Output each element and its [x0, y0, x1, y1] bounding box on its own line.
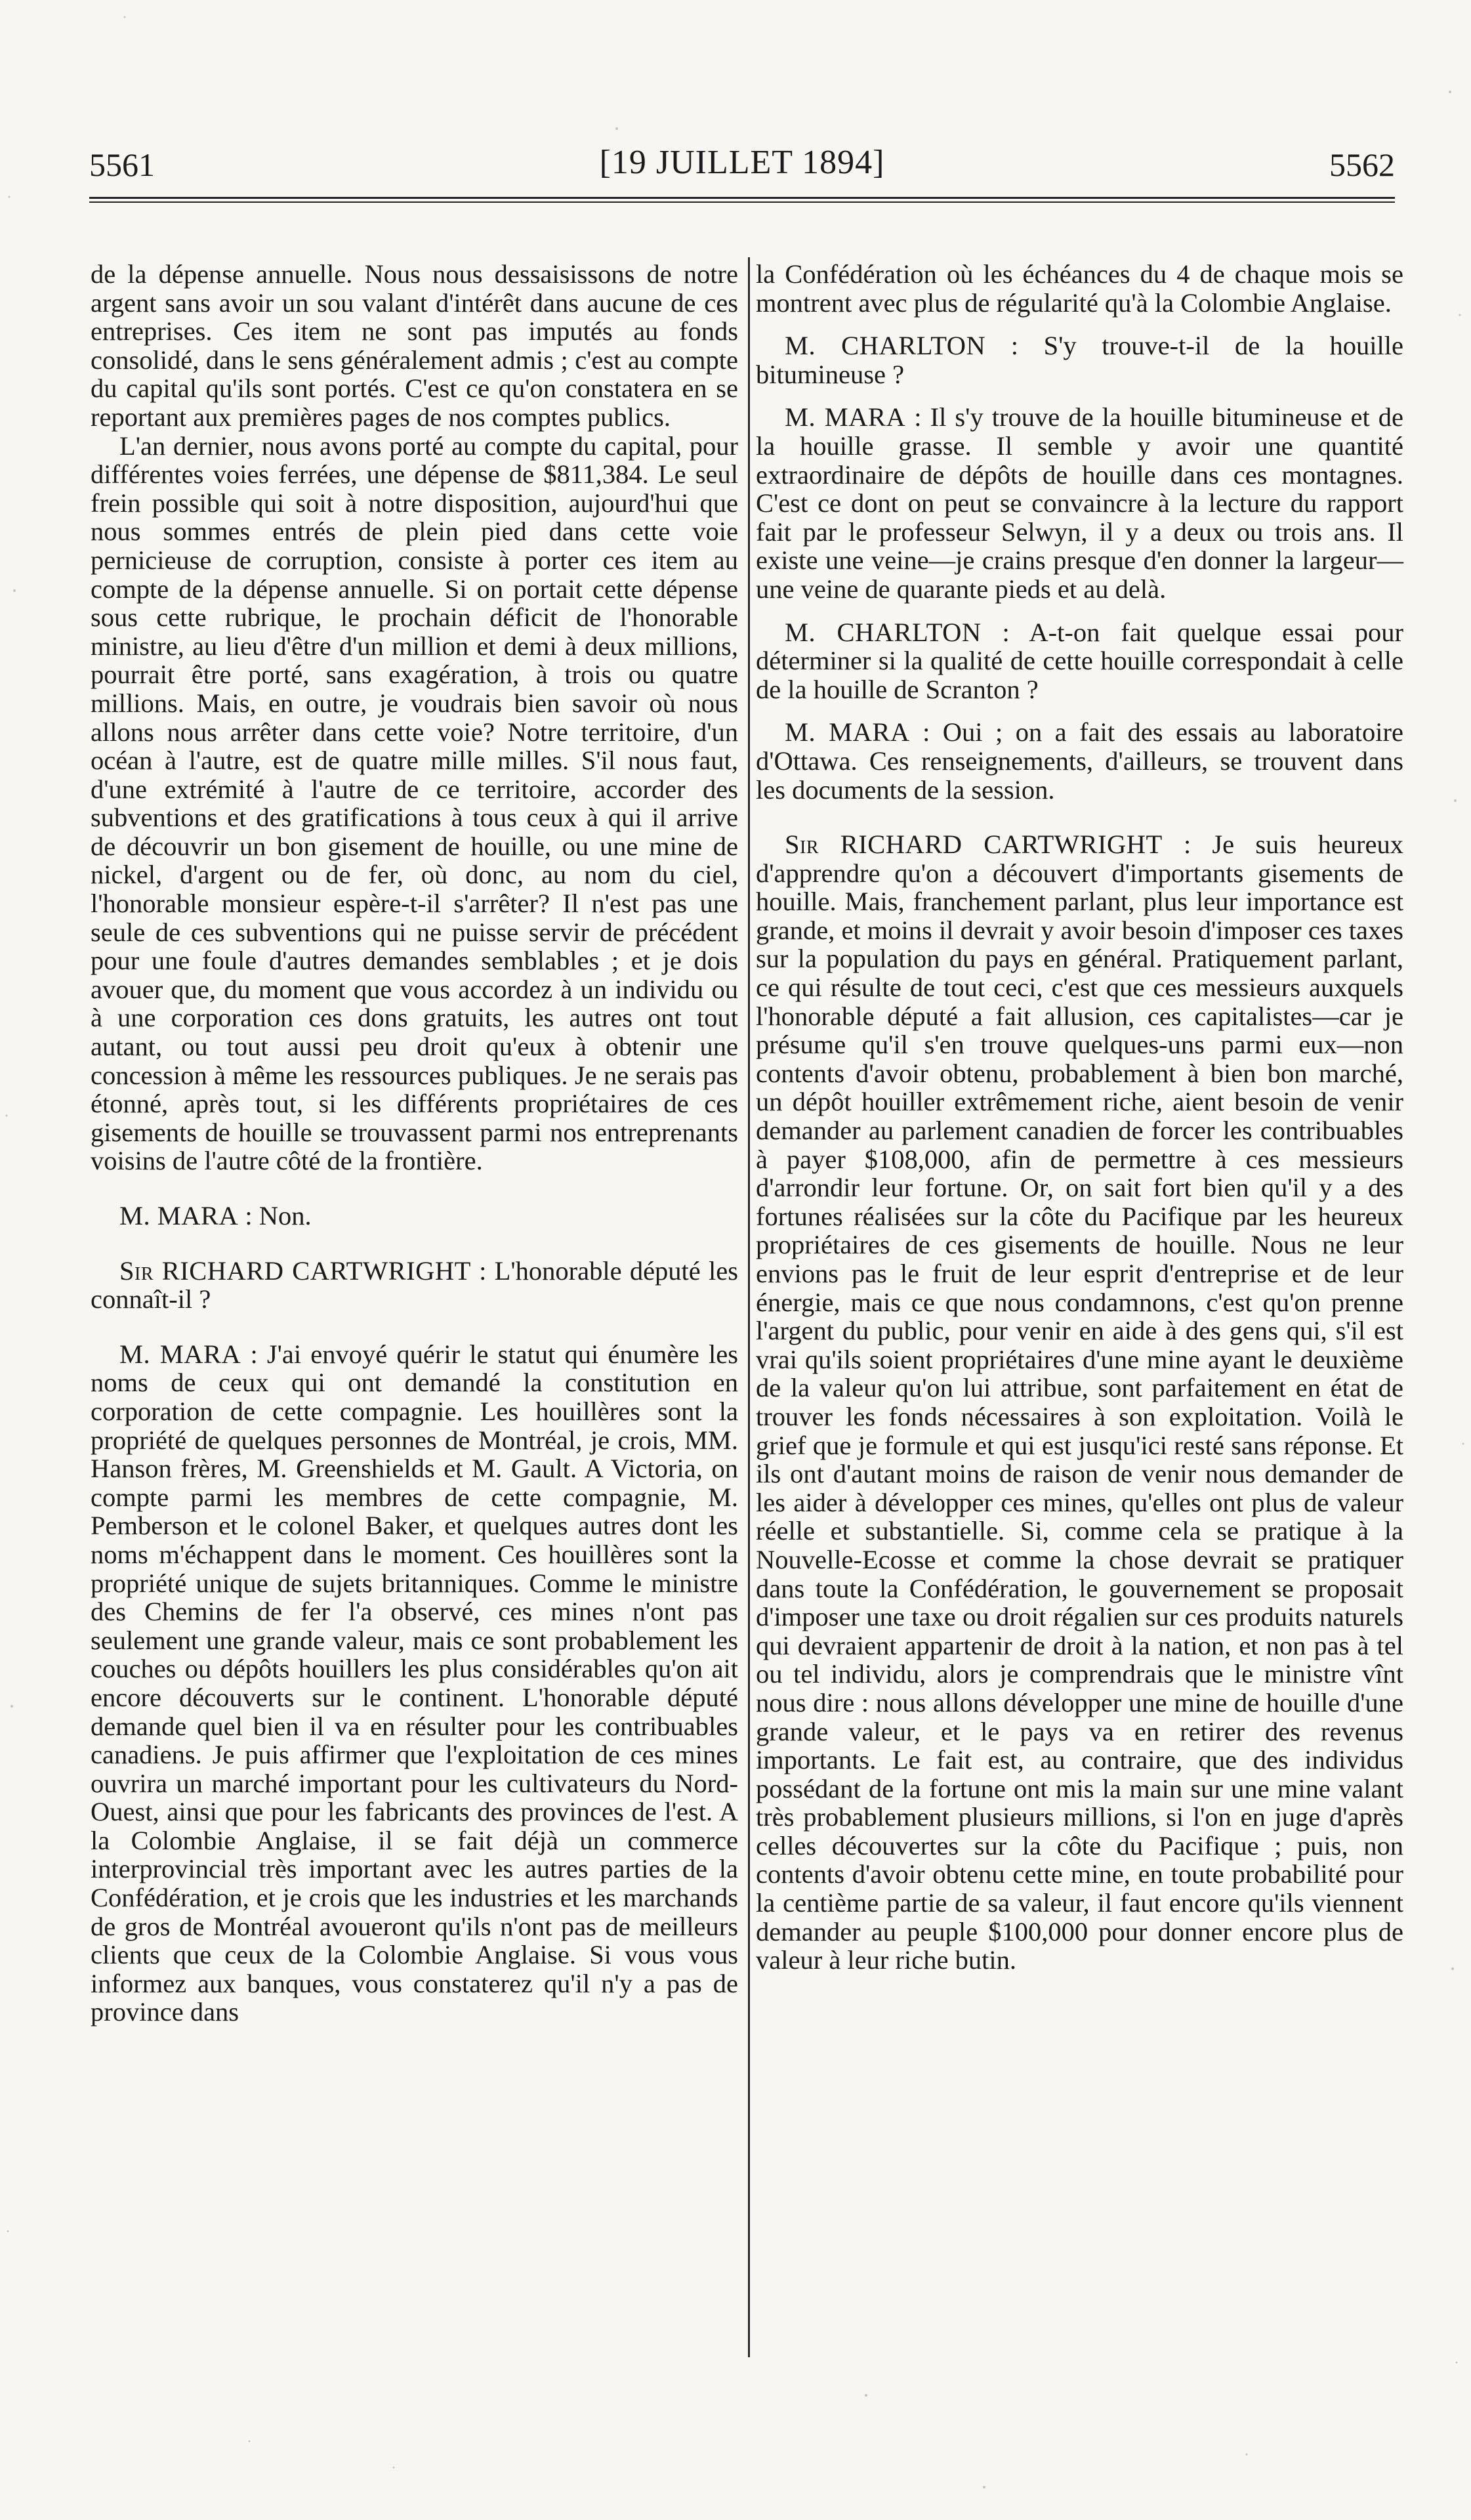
paragraph — [756, 260, 1403, 317]
header-date: [19 JUILLET 1894] — [599, 144, 885, 181]
paragraph-text: : Non. — [238, 1201, 312, 1230]
speaker-name: M. MARA — [119, 1201, 239, 1230]
paragraph-text: : L'honorable député les connaît-il ? — [91, 1255, 739, 1314]
paragraph — [91, 1340, 738, 2026]
column-divider — [748, 257, 750, 2357]
speaker-name: Sir RICHARD CARTWRIGHT — [785, 830, 1163, 860]
speaker-name: M. CHARLTON — [785, 331, 986, 361]
paragraph-text: de la dépense annuelle. Nous nous dessaisissons de notre argent sans avoir un sou valant d'intérêt dans aucune de ces entreprises. Ces item ne sont pas imputés au fonds consolidé, dans le sens généralement admis ; c'est au compte du capital qu'ils sont portés. C'est ce qu'on constatera en se reportant aux premières pages de nos comptes publics. — [91, 259, 738, 432]
paragraph — [756, 718, 1403, 804]
paragraph-text: : A-t-on fait quelque essai pour déterminer si la qualité de cette houille correspondait à celle de la houille de Scranton ? — [756, 617, 1404, 704]
speaker-name: M. CHARLTON — [785, 617, 982, 647]
paragraph-text: : J'ai envoyé quérir le statut qui énumère les noms de ceux qui ont demandé la constitution en corporation de cette compagnie. Les houillères sont la propriété de quelques personnes de Montréal, je crois, MM. Hanson frères, M. Greenshields et M. Gault. A Victoria, on compte parmi les membres de cette compagnie, M. Pemberson et le colonel Baker, et quelques autres dont les noms m'échappent dans le moment. Ces houillères sont la propriété unique de sujets britanniques. Comme le ministre des Chemins de fer l'a observé, ces mines n'ont pas seulement une grande valeur, mais ce sont probablement les couches ou dépôts houillers les plus considérables qu'on ait encore découverts sur le continent. L'honorable député demande quel bien il va en résulter pour les contribuables canadiens. Je puis affirmer que l'exploitation de ces mines ouvrira un marché important pour les cultivateurs du Nord-Ouest, ainsi que pour les fabricants des provinces de l'est. A la Colombie Anglaise, il se fait déjà un commerce interprovincial très important avec les autres parties de la Confédération, et je crois que les industries et les marchands de gros de Montréal avoueront qu'ils n'ont pas de meilleurs clients que ceux de la Colombie Anglaise. Si vous vous informez aux banques, vous constaterez qu'il n'y a pas de province dans — [91, 1339, 738, 2027]
paragraph-text: : Oui ; on a fait des essais au laboratoire d'Ottawa. Ces renseignements, d'ailleurs, se trouvent dans les documents de la session. — [756, 717, 1404, 805]
right-column — [756, 260, 1403, 1975]
paragraph — [756, 618, 1403, 704]
speaker-name: M. MARA — [785, 402, 906, 432]
paragraph — [91, 1257, 738, 1314]
left-column — [91, 260, 738, 2026]
speaker-name: M. MARA — [119, 1339, 241, 1369]
paragraph — [756, 331, 1403, 388]
page-header — [89, 143, 1395, 189]
paragraph-text: : S'y trouve-t-il de la houille bitumineuse ? — [756, 331, 1403, 389]
paragraph — [91, 432, 738, 1175]
speaker-name: Sir RICHARD CARTWRIGHT — [119, 1255, 471, 1286]
paragraph-text: la Confédération où les échéances du 4 de chaque mois se montrent avec plus de régularité qu'à la Colombie Anglaise. — [756, 259, 1403, 318]
paragraph — [756, 403, 1403, 603]
header-rule — [89, 197, 1395, 203]
paragraph — [91, 1202, 738, 1230]
paragraph-text: : Je suis heureux d'apprendre qu'on a découvert d'importants gisements de houille. Mais, franchement parlant, plus leur importance est grande, et moins il devrait y avoir besoin d'imposer ces taxes sur la population du pays en général. Pratiquement parlant, ce qui résulte de tout ceci, c'est que ces messieurs auxquels l'honorable député a fait allusion, ces capitalistes—car je présume qu'il s'en trouve quelques-uns parmi eux—non contents d'avoir obtenu, probablement à bien bon marché, un dépôt houiller extrêmement riche, aient besoin de venir demander au parlement canadien de forcer les contribuables à payer $108,000, afin de permettre à ces messieurs d'arrondir leur fortune. Or, on sait fort bien qu'il y a des fortunes réalisées sur la côte du Pacifique par les heureux propriétaires de ces gisements de houille. Nous ne leur envions pas le fruit de leur esprit d'entreprise et de leur énergie, mais ce que nous condamnons, c'est qu'on prenne l'argent du public, pour venir en aide à des gens qui, s'il est vrai qu'ils soient propriétaires d'une mine ayant le deuxième de la valeur qu'on lui attribue, sont parfaitement en état de trouver les fonds nécessaires à son exploitation. Voilà le grief que je formule et qui est jusqu'ici resté sans réponse. Et ils ont d'autant moins de raison de venir nous demander de les aider à développer ces mines, qu'elles ont plus de valeur réelle et substantielle. Si, comme cela se pratique à la Nouvelle-Ecosse et comme la chose devrait se pratiquer dans toute la Confédération, le gouvernement se proposait d'imposer une taxe ou droit régalien sur ces produits naturels qui devraient appartenir de droit à la nation, et non pas à tel ou tel individu, alors je comprendrais que le ministre vînt nous dire : nous allons développer une mine de houille d'une grande valeur, et le pays va en retirer des revenus importants. Le fait est, au contraire, que des individus possédant de la fortune ont mis la main sur une mine valant très probablement plusieurs millions, si l'on en juge d'après celles découvertes sur la côte du Pacifique ; puis, non contents d'avoir obtenu cette mine, en toute probabilité pour la centième partie de sa valeur, il faut encore qu'ils viennent demander au peuple $100,000 pour donner encore plus de valeur à leur riche butin. — [756, 830, 1404, 1975]
page-number-right: 5562 — [1329, 146, 1395, 183]
speaker-name: M. MARA — [785, 717, 910, 747]
paragraph-text: L'an dernier, nous avons porté au compte du capital, pour différentes voies ferrées, une dépense de $811,384. Le seul frein possible qui soit à notre disposition, aujourd'hui que nous sommes entrés de plein pied dans cette voie pernicieuse de corruption, consiste à porter ces item au compte de la dépense annuelle. Si on portait cette dépense sous cette rubrique, le prochain déficit de l'honorable ministre, au lieu d'être d'un million et demi à deux millions, pourrait être porté, sans exagération, à trois ou quatre millions. Mais, en outre, je voudrais bien savoir où nous allons nous arrêter dans cette voie? Notre territoire, d'un océan à l'autre, est de quatre mille milles. S'il nous faut, d'une extrémité à l'autre de ce territoire, accorder des subventions et des gratifications à tous ceux à qui il arrive de découvrir un bon gisement de houille, ou une mine de nickel, d'argent ou de fer, où donc, au nom du ciel, l'honorable monsieur espère-t-il s'arrêter? Il n'est pas une seule de ces subventions qui ne puisse servir de précédent pour une foule d'autres demandes semblables ; et je dois avouer que, du moment que vous accordez à un individu ou à une corporation ces dons gratuits, les autres ont tout autant, ou tout aussi peu droit qu'eux à obtenir une concession à même les ressources publiques. Je ne serais pas étonné, après tout, si les différents propriétaires de ces gisements de houille se trouvassent parmi nos entreprenants voisins de l'autre côté de la frontière. — [91, 430, 738, 1176]
paragraph — [91, 260, 738, 432]
paragraph-text: : Il s'y trouve de la houille bitumineuse et de la houille grasse. Il semble y avoir une quantité extraordinaire de dépôts de houille dans ces montagnes. C'est ce dont on peut se convaincre à la lecture du rapport fait par le professeur Selwyn, il y a deux ou trois ans. Il existe une veine—je crains presque d'en donner la largeur—une veine de quarante pieds et au delà. — [756, 402, 1403, 604]
page-number-left: 5561 — [89, 146, 155, 183]
paragraph — [756, 830, 1403, 1975]
